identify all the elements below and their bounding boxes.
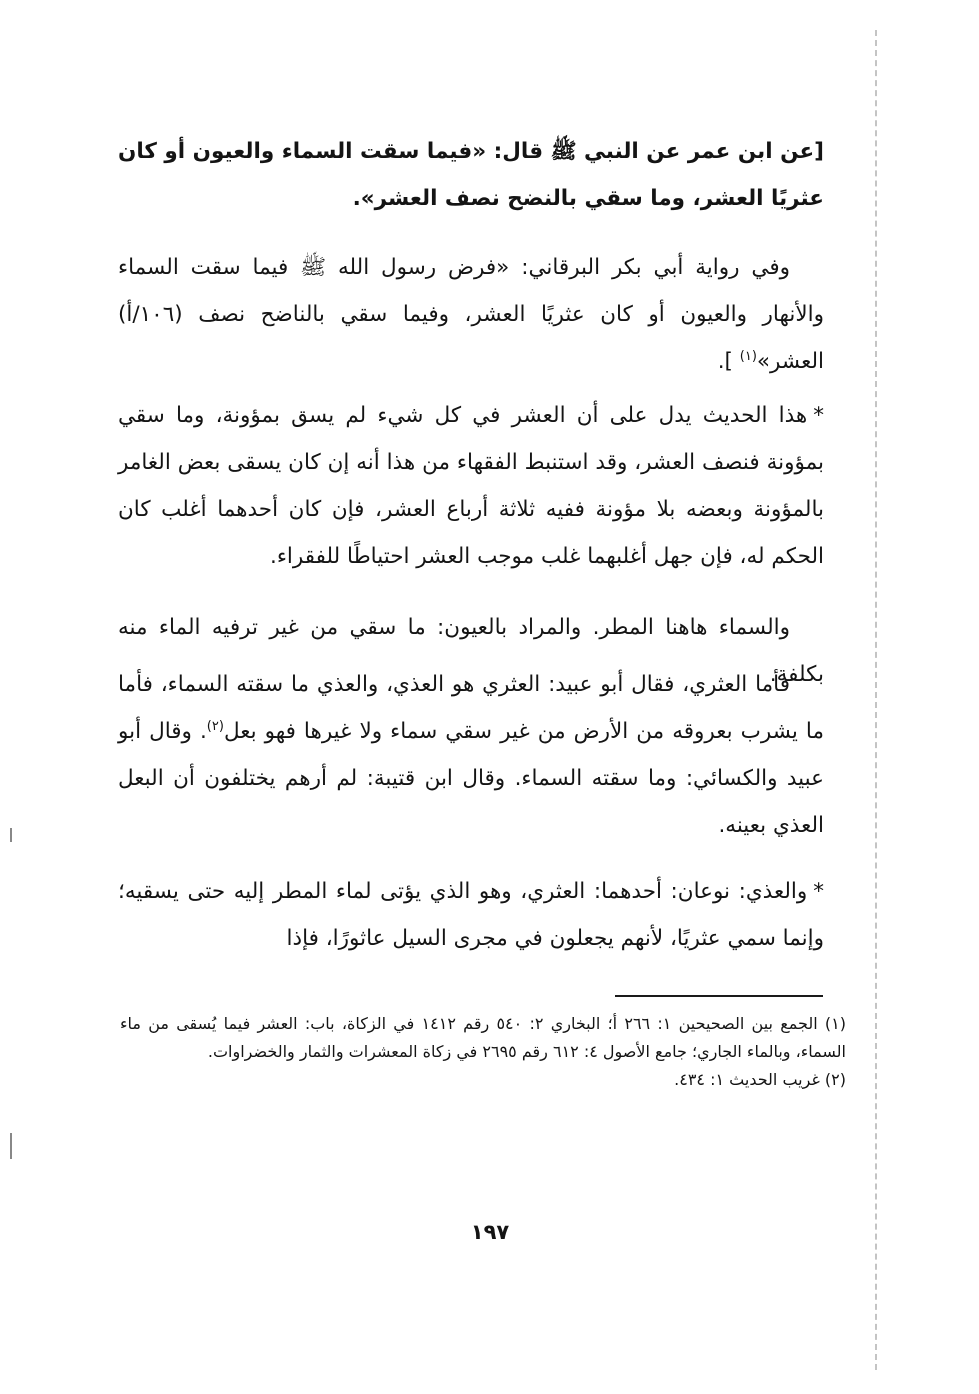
athari-text: فأما العثري، فقال أبو عبيد: العثري هو العذي، والعذي ما سقته السماء، فأما ما يشرب بعروقه من الأرض من غير سقي سماء ولا غيرها فهو بعل	[118, 672, 824, 744]
footnote-1: (١) الجمع بين الصحيحين ١: ٢٦٦ أ؛ البخاري ٢: ٥٤٠ رقم ١٤١٢ في الزكاة، باب: العشر فيما يُسقى من ماء السماء، وبالماء الجاري؛ جامع الأصول ٤: ٦١٢ رقم ٢٦٩٥ في زكاة المعشرات والثمار والخضراوات.	[120, 1014, 846, 1061]
footnote-ref-2[interactable]: (٢)	[206, 718, 224, 734]
bracket-close: ].	[717, 349, 740, 374]
athari-tail: . وقال أبو عبيد والكسائي: وما سقته السماء. وقال ابن قتيبة: لم أرهم يختلفون أن البعل العذي بعينه.	[118, 719, 824, 838]
asterisk-marker: *	[813, 879, 824, 904]
asterisk-marker: *	[813, 403, 824, 428]
athari-block	[118, 661, 824, 849]
commentary-block	[118, 392, 824, 580]
page-number: ١٩٧	[470, 1220, 510, 1244]
hadith-quote	[118, 128, 824, 222]
barqani-narration	[118, 244, 824, 385]
footnotes-section	[120, 1010, 846, 1094]
scan-margin-mark	[10, 1133, 12, 1159]
commentary-text: هذا الحديث يدل على أن العشر في كل شيء لم يسق بمؤونة، وما سقي بمؤونة فنصف العشر، وقد استنبط الفقهاء من هذا أنه إن كان يسقى بعض الغامر بالمؤونة وبعضه بلا مؤونة ففيه ثلاثة أرباع العشر، فإن كان أحدهما أغلب كان الحكم له، فإن جهل أغلبهما غلب موجب العشر احتياطًا للفقراء.	[118, 403, 824, 569]
hadith-text: [عن ابن عمر عن النبي ﷺ قال: «فيما سقت السماء والعيون أو كان عثريًا العشر، وما سقي بالنضح نصف العشر».	[118, 139, 824, 211]
footnote-2: (٢) غريب الحديث ١: ٤٣٤.	[674, 1070, 846, 1089]
scan-margin-mark	[10, 828, 12, 842]
adhi-text: والعذي: نوعان: أحدهما: العثري، وهو الذي يؤتى لماء المطر إليه حتى يسقيه؛ وإنما سمي عثريًا، لأنهم يجعلون في مجرى السيل عاثورًا، فإذا	[118, 879, 824, 951]
footnote-separator	[615, 995, 823, 997]
scan-fold-line	[875, 30, 877, 1370]
narration-paragraph	[118, 244, 824, 385]
adhi-paragraph	[118, 868, 824, 962]
sama-definition: والسماء هاهنا المطر. والمراد بالعيون: ما سقي من غير ترفيه الماء منه بكلفة.	[118, 615, 824, 687]
commentary-paragraph	[118, 392, 824, 580]
narration-text: وفي رواية أبي بكر البرقاني: «فرض رسول الله ﷺ فيما سقت السماء والأنهار والعيون أو كان عثريًا العشر، وفيما سقي بالناضح نصف (١٠٦/أ) العشر»	[118, 255, 824, 374]
adhi-block	[118, 868, 824, 962]
footnote-ref-1[interactable]: (١)	[739, 348, 757, 364]
athari-paragraph	[118, 661, 824, 849]
